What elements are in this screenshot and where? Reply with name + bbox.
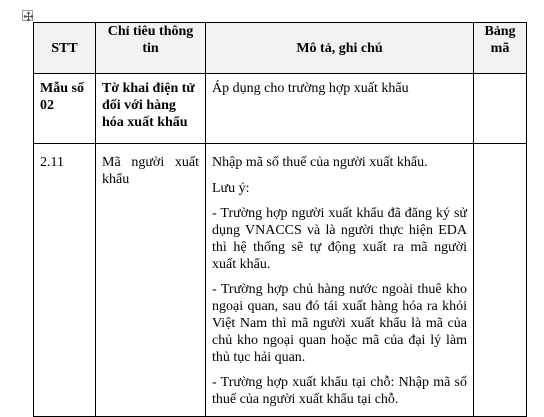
- cell-chi-tieu: [96, 144, 206, 417]
- cell-chi-tieu-line: khẩu: [102, 172, 130, 187]
- cell-chi-tieu-line: Mã người xuất: [102, 155, 199, 170]
- cell-bang-ma: [474, 74, 527, 144]
- document-table: [33, 22, 527, 417]
- paragraph: Lưu ý:: [212, 181, 250, 196]
- cell-mo-ta: Áp dụng cho trường hợp xuất khẩu: [206, 74, 474, 144]
- table-move-handle[interactable]: [22, 10, 33, 21]
- table-header-row: [34, 23, 527, 74]
- header-stt: STT: [34, 23, 96, 74]
- cell-stt: Mẫu số 02: [34, 74, 96, 144]
- table-row: [34, 74, 527, 144]
- paragraph: Nhập mã số thuế của người xuất khẩu.: [212, 155, 428, 170]
- paragraph: - Trường hợp người xuất khẩu đã đăng ký sử dụng VNACCS và là người thực hiện EDA thì hệ thống sẽ tự động xuất ra mã người xuất khẩu.: [212, 206, 467, 272]
- header-chi-tieu: Chỉ tiêu thông tin: [96, 23, 206, 74]
- header-mo-ta: Mô tả, ghi chú: [206, 23, 474, 74]
- table-row: [34, 144, 527, 417]
- cell-chi-tieu: Tờ khai điện tử đối với hàng hóa xuất khẩu: [96, 74, 206, 144]
- cell-bang-ma: [474, 144, 527, 417]
- paragraph: - Trường hợp xuất khẩu tại chỗ: Nhập mã số thuế của người xuất khẩu tại chỗ.: [212, 375, 467, 407]
- move-arrows-icon: [23, 11, 34, 22]
- cell-mo-ta: [206, 144, 474, 417]
- header-bang-ma: Bảng mã: [474, 23, 527, 74]
- cell-stt: 2.11: [34, 144, 96, 417]
- paragraph: - Trường hợp chủ hàng nước ngoài thuê kho ngoại quan, sau đó tái xuất hàng hóa ra khỏi Việt Nam thì mã người xuất khẩu là mã của chủ kho ngoại quan hoặc mã của đại lý làm thủ tục hải quan.: [212, 282, 467, 365]
